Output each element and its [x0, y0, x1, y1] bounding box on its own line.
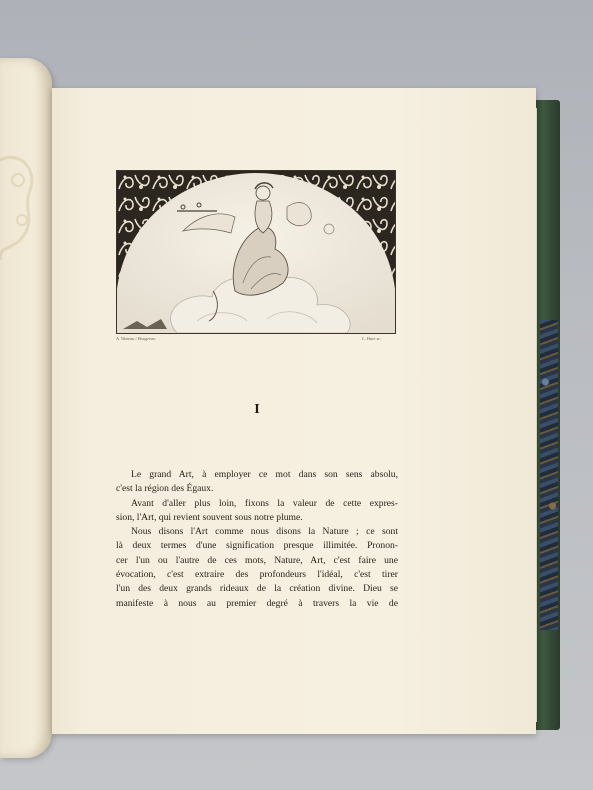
chapter-numeral: I	[254, 402, 260, 417]
body-line: Avant d'aller plus loin, fixons la valeur de cette expres-	[131, 497, 398, 509]
illustration-credit-right: L. Huet sc.	[362, 336, 382, 341]
body-line: c'est la région des Égaux.	[116, 483, 214, 495]
engraved-headpiece-illustration	[116, 170, 396, 334]
body-line: Le grand Art, à employer ce mot dans son sens absolu,	[131, 469, 398, 480]
body-line: là deux termes d'une signification presque illimitée. Pronon-	[116, 540, 398, 552]
facing-page-left	[0, 58, 52, 758]
muse-engraving-icon	[117, 171, 395, 333]
body-line: l'un des deux grands rideaux de la création divine. Dieu se	[116, 583, 398, 595]
faded-ornament-icon	[0, 150, 40, 260]
body-text	[116, 468, 398, 611]
marbled-endpaper	[540, 320, 558, 630]
body-line: sion, l'Art, qui revient souvent sous notre plume.	[116, 511, 303, 523]
body-line: évocation, c'est extraire des profondeurs l'idéal, c'est tirer	[116, 569, 398, 581]
body-line: Nous disons l'Art comme nous disons la Nature ; ce sont	[131, 526, 398, 538]
body-line: cer l'un ou l'autre de ces mots, Nature, Art, c'est faire une	[116, 554, 398, 566]
body-line: manifeste à nous au premier degré à travers la vie de	[116, 597, 398, 609]
illustration-credit-left: A. Wateau / Bougreau	[116, 336, 156, 341]
